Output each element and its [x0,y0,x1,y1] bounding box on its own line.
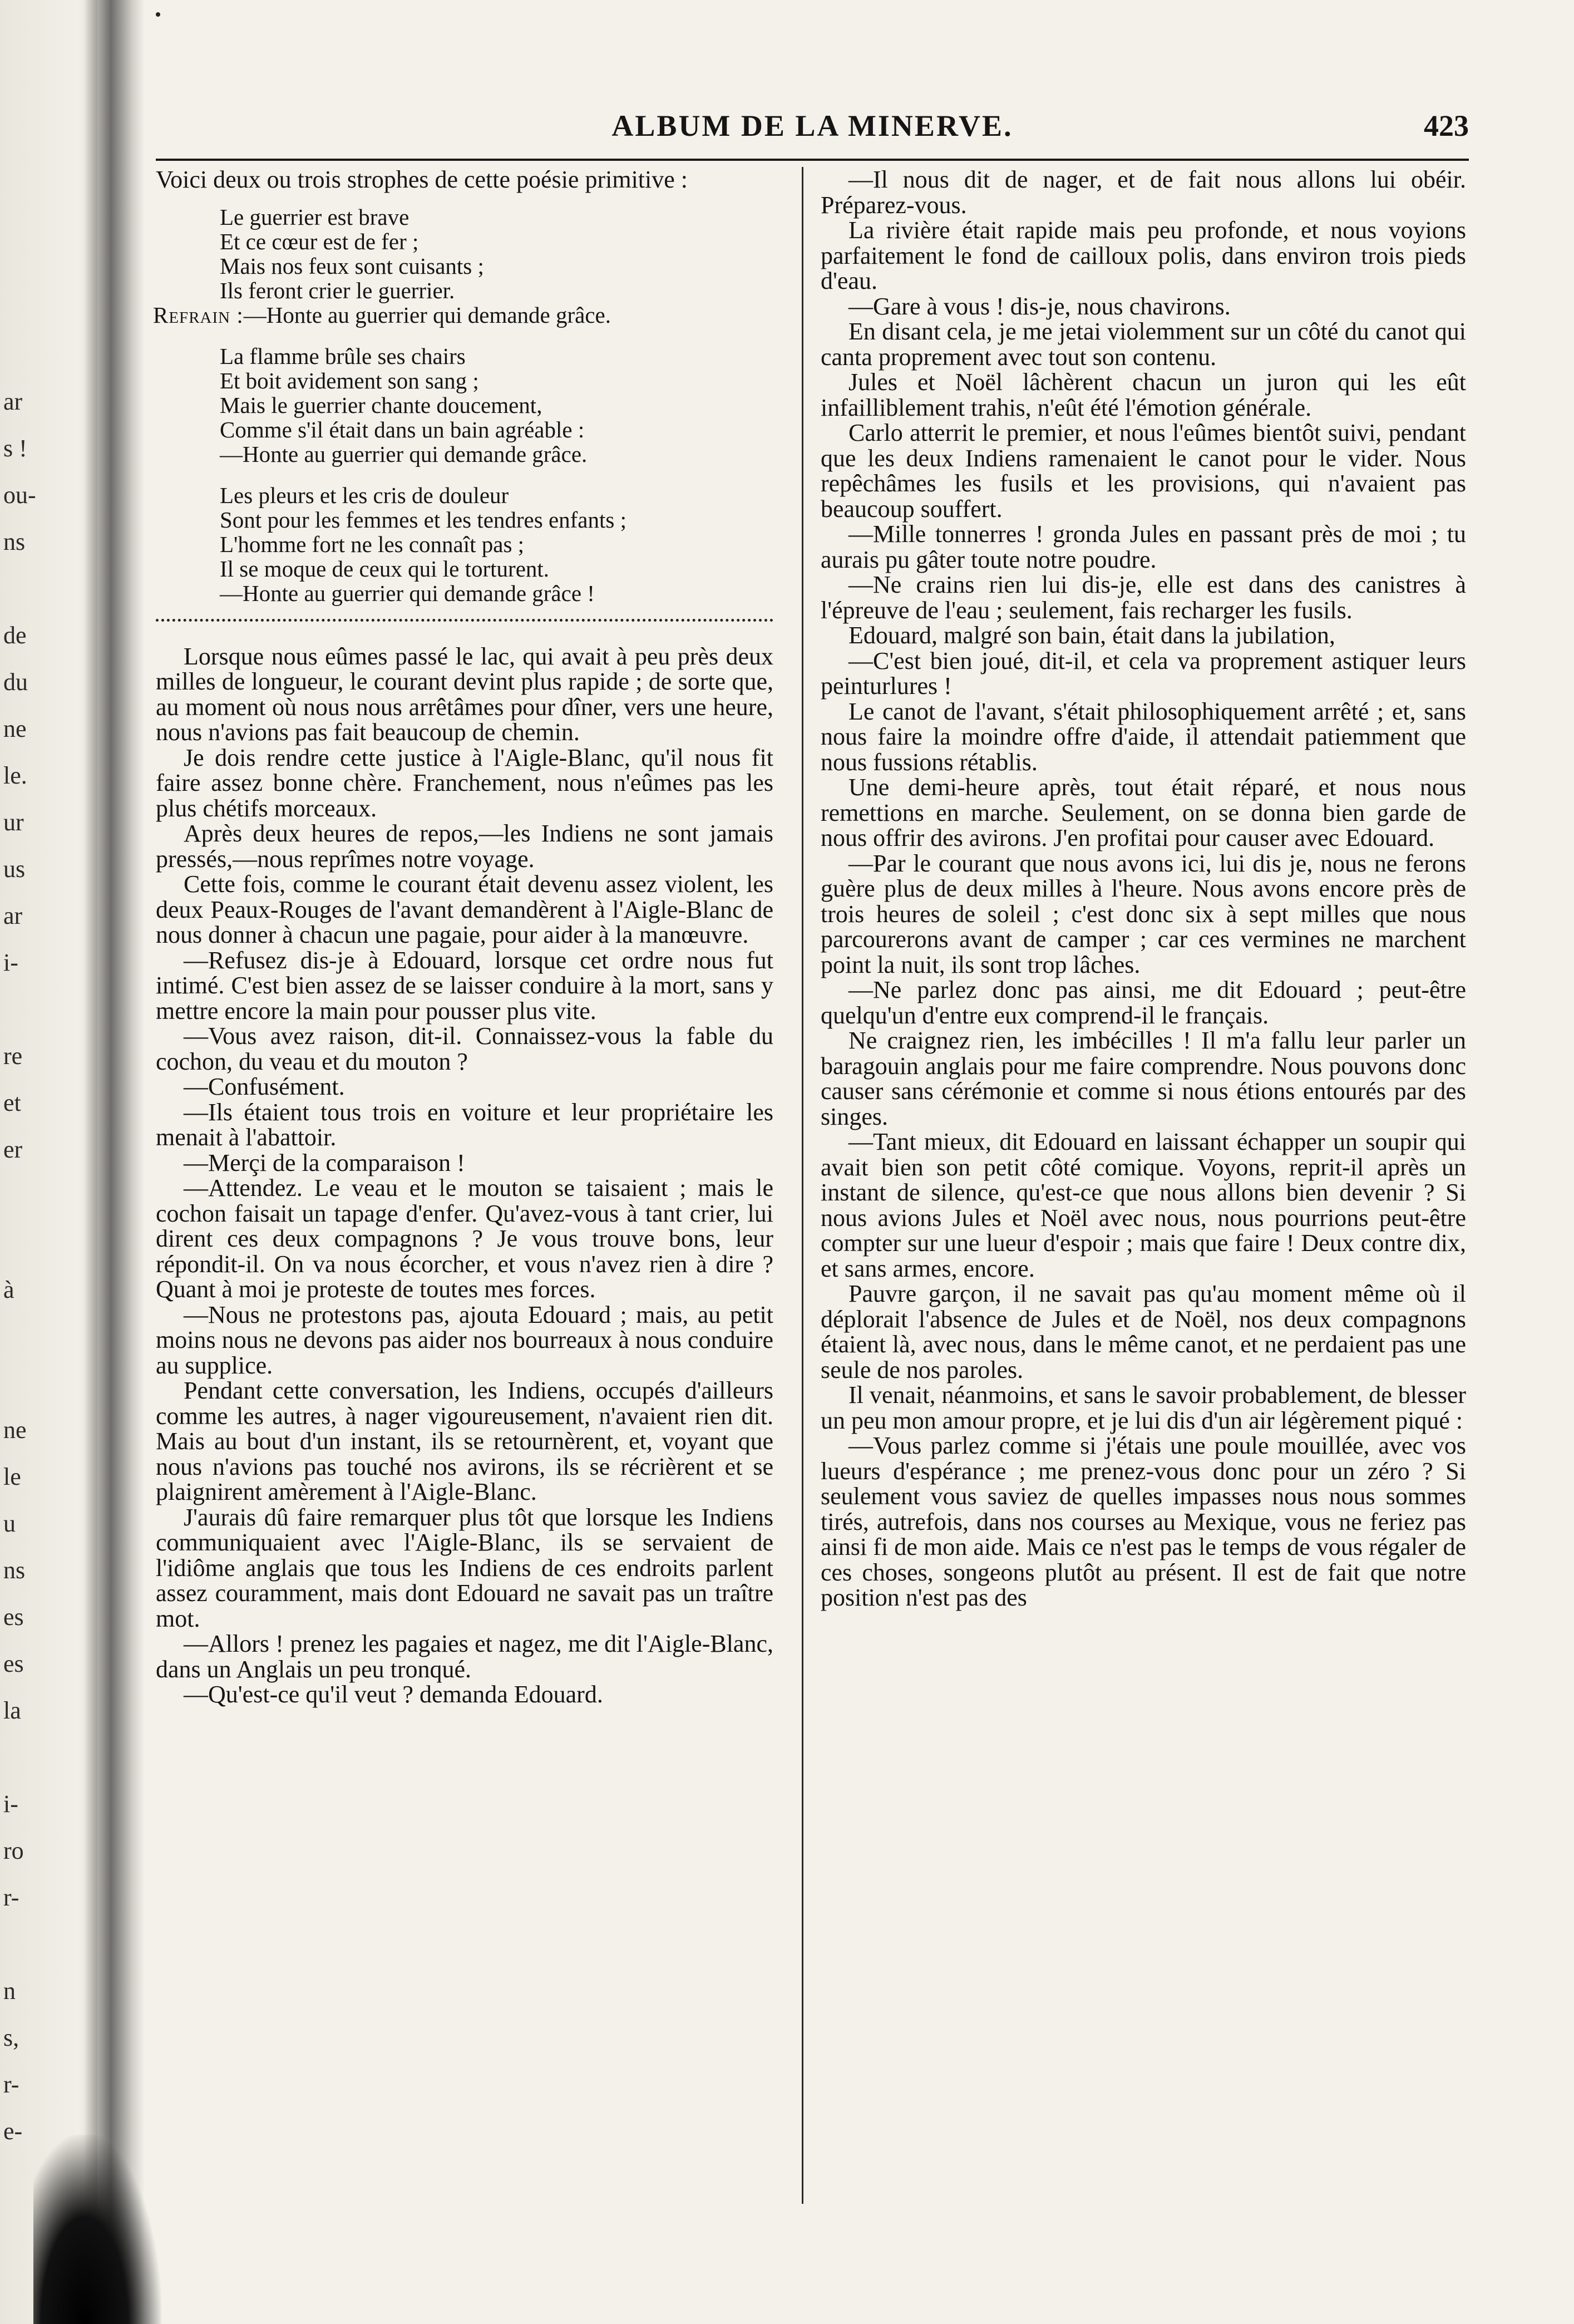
poem-refrain [153,303,773,327]
paragraph: La rivière était rapide mais peu profonde, et nous voyions parfaitement le fond de cailloux polis, dans environ trois pieds d'eau. [821,216,1466,294]
margin-fragment [3,1921,76,1968]
margin-fragment: ns [3,1557,26,1584]
margin-fragment: le [3,1463,21,1490]
margin-fragment: us [3,855,26,883]
poem-line: Et boit avidement son sang ; [220,367,479,393]
margin-fragment: s, [3,2024,19,2051]
margin-fragment: et [3,1089,21,1116]
poem-line: Les pleurs et les cris de douleur [220,482,509,508]
paragraph: —Confusément. [184,1073,345,1100]
adjacent-page-fragments [3,378,76,2155]
margin-fragment: ar [3,902,23,929]
poem-line: —Honte au guerrier qui demande grâce. [220,441,588,467]
paragraph: Cette fois, comme le courant était devenu assez violent, les deux Peaux-Rouges de l'avant demandèrent à l'Aigle-Blanc de nous donner à chacun une pagaie, pour aider à la manœuvre. [156,870,773,948]
margin-fragment [3,1734,76,1781]
poem-stanza-2 [220,344,773,466]
margin-fragment: r- [3,1884,19,1911]
paragraph: —Tant mieux, dit Edouard en laissant échapper un soupir qui avait bien son petit côté comique. Voyons, reprit-il après un instant de silence, qu'est-ce que nous allons bien devenir ? Si nous avions Jules et Noël avec nous, nous pourrions peut-être compter sur une lueur d'espoir ; mais que faire ! Deux contre dix, et sans armes, encore. [821,1128,1466,1282]
margin-fragment [3,986,76,1033]
margin-fragment: ou- [3,481,36,509]
poem-line: Comme s'il était dans un bain agréable : [220,416,585,442]
paragraph: Le canot de l'avant, s'était philosophiquement arrêté ; et, sans nous faire la moindre offre d'aide, il attendait patiemment que nous fussions rétablis. [821,697,1466,776]
poem-line: Ils feront crier le guerrier. [220,277,455,303]
paragraph: Jules et Noël lâchèrent chacun un juron qui les eût infailliblement trahis, n'eût été l'émotion générale. [821,368,1466,421]
margin-fragment: ns [3,528,26,555]
margin-fragment: le. [3,762,27,789]
paragraph: —Ils étaient tous trois en voiture et leur propriétaire les menait à l'abattoir. [156,1098,773,1151]
paragraph: —C'est bien joué, dit-il, et cela va proprement astiquer leurs peinturlures ! [821,647,1466,700]
refrain-text: —Honte au guerrier qui demande grâce. [243,302,611,328]
poem-stanza-1 [153,204,773,328]
margin-fragment: ur [3,809,24,836]
margin-fragment: s ! [3,435,27,462]
right-body-text [821,167,1466,1611]
paragraph: —Vous parlez comme si j'étais une poule mouillée, avec vos lueurs d'espérance ; me prenez-vous donc pour un zéro ? Si seulement vous saviez de quelles impasses nous nous sommes tirés, autrefois, dans nos courses au Mexique, vous ne feriez pas ainsi fi de mon aide. Mais ce n'est pas le temps de vous régaler de ces choses, songeons plutôt au présent. Il est de fait que notre position n'est pas des [821,1432,1466,1611]
margin-fragment: es [3,1650,24,1677]
left-body-text [156,644,773,1707]
margin-fragment: i- [3,1790,18,1818]
margin-fragment: re [3,1042,23,1070]
paragraph: —Vous avez raison, dit-il. Connaissez-vous la fable du cochon, du veau et du mouton ? [156,1022,773,1075]
poem-line: La flamme brûle ses chairs [220,343,466,369]
margin-fragment: ne [3,1416,27,1444]
margin-fragment [3,1173,76,1220]
left-column [153,166,773,1708]
poem-line: L'homme fort ne les connaît pas ; [220,531,525,557]
margin-fragment [3,1360,76,1407]
paragraph: Il venait, néanmoins, et sans le savoir probablement, de blesser un peu mon amour propre, et je lui dis d'un air légèrement piqué : [821,1381,1466,1434]
poem-line: Mais nos feux sont cuisants ; [220,253,484,279]
margin-fragment: er [3,1136,23,1163]
margin-fragment: e- [3,2118,23,2145]
paragraph: —Attendez. Le veau et le mouton se taisaient ; mais le cochon faisait un tapage d'enfer. Qu'avez-vous à tant crier, lui dirent ces deux compagnons ? Je vous trouve bons, leur répondit-il. On va nous écorcher, et vous n'avez rien à dire ? Quant à moi je proteste de toutes mes forces. [156,1174,773,1303]
paragraph: —Nous ne protestons pas, ajouta Edouard ; mais, au petit moins nous ne devons pas aider nos bourreaux à nous conduire au supplice. [156,1301,773,1379]
paragraph: —Mille tonnerres ! gronda Jules en passant près de moi ; tu aurais pu gâter toute notre poudre. [821,520,1466,573]
poem-intro: Voici deux ou trois strophes de cette poésie primitive : [156,166,688,193]
adjacent-page-margin [0,0,97,2324]
paragraph: —Gare à vous ! dis-je, nous chavirons. [848,292,1231,320]
paragraph: J'aurais dû faire remarquer plus tôt que lorsque les Indiens communiquaient avec l'Aigle-Blanc, ils se servaient de l'idiôme anglais que tous les Indiens de ces endroits parlent assez couramment, mais dont Edouard ne savait pas un traître mot. [156,1503,773,1632]
paragraph: —Allors ! prenez les pagaies et nagez, me dit l'Aigle-Blanc, dans un Anglais un peu tronqué. [156,1630,773,1683]
page-header [156,109,1469,153]
poem-stanza-3 [220,483,773,605]
margin-fragment [3,1220,76,1267]
column-divider [802,167,803,2204]
paragraph: —Ne crains rien lui dis-je, elle est dans des canistres à l'épreuve de l'eau ; seulement, fais recharger les fusils. [821,571,1466,624]
margin-fragment: à [3,1276,14,1303]
margin-fragment: n [3,1977,16,2005]
paragraph: Lorsque nous eûmes passé le lac, qui avait à peu près deux milles de longueur, le courant devint plus rapide ; de sorte que, au moment où nous nous arrêtâmes pour dîner, vers une heure, nous n'avions pas fait beaucoup de chemin. [156,642,773,746]
paragraph: —Refusez dis-je à Edouard, lorsque cet ordre nous fut intimé. C'est bien assez de se laisser conduire à la mort, sans y mettre encore la main pour pousser plus vite. [156,946,773,1025]
margin-fragment: ne [3,715,27,742]
margin-fragment: u [3,1510,16,1537]
margin-fragment: de [3,622,27,649]
print-speck [156,12,160,17]
paragraph: —Merçi de la comparaison ! [184,1149,465,1176]
poem-line: Sont pour les femmes et les tendres enfants ; [220,506,626,533]
margin-fragment: la [3,1697,21,1724]
dotted-separator [156,618,773,622]
paragraph: Edouard, malgré son bain, était dans la jubilation, [848,622,1335,649]
binding-shadow [33,2135,161,2324]
margin-fragment [3,1313,76,1360]
paragraph: Carlo atterrit le premier, et nous l'eûmes bientôt suivi, pendant que les deux Indiens ramenaient le canot pour le vider. Nous repêchâmes les fusils et les provisions, qui n'avaient pas beaucoup souffert. [821,419,1466,523]
margin-fragment: r- [3,2071,19,2098]
margin-fragment: ro [3,1837,24,1864]
paragraph: Après deux heures de repos,—les Indiens ne sont jamais pressés,—nous reprîmes notre voyage. [156,820,773,873]
paragraph: En disant cela, je me jetai violemment sur un côté du canot qui canta proprement avec tout son contenu. [821,318,1466,371]
poem-line: Mais le guerrier chante doucement, [220,392,542,418]
book-gutter-shadow [83,0,145,2324]
margin-fragment: ar [3,388,23,415]
paragraph: Pendant cette conversation, les Indiens, occupés d'ailleurs comme les autres, à nager vigoureusement, n'avaient rien dit. Mais au bout d'un instant, ils se retournèrent, et, voyant que nous n'avions pas touché nos avirons, ils se récrièrent et se plaignirent amèrement à l'Aigle-Blanc. [156,1377,773,1505]
poem-line: —Honte au guerrier qui demande grâce ! [220,580,595,606]
refrain-label: Refrain : [153,302,244,328]
paragraph: Pauvre garçon, il ne savait pas qu'au moment même où il déplorait l'absence de Jules et de Noël, nos deux compagnons étaient là, avec nous, dans le même canot, et ne perdaient pas une seule de nos paroles. [821,1280,1466,1383]
margin-fragment [3,565,76,612]
paragraph: Ne craignez rien, les imbécilles ! Il m'a fallu leur parler un baragouin anglais pour me faire comprendre. Nous pouvons donc causer sans cérémonie et comme si nous étions entourés par des singes. [821,1027,1466,1130]
page-number: 423 [1424,109,1469,142]
margin-fragment: es [3,1603,24,1631]
poem-line: Et ce cœur est de fer ; [220,228,419,254]
margin-fragment: i- [3,949,18,976]
paragraph: —Qu'est-ce qu'il veut ? demanda Edouard. [184,1681,603,1708]
margin-fragment: du [3,668,28,696]
paragraph: —Par le courant que nous avons ici, lui dis je, nous ne ferons guère plus de deux milles à l'heure. Nous avons encore près de trois heures de soleil ; c'est donc six à sept milles que nous parcourerons avant de camper ; car ces vermines ne marchent point la nuit, ils sont trop lâches. [821,849,1466,978]
running-title: ALBUM DE LA MINERVE. [611,109,1013,142]
paragraph: Une demi-heure après, tout était réparé, et nous nous remettions en marche. Seulement, on se donna bien garde de nous offrir des avirons. J'en profitai pour causer avec Edouard. [821,774,1466,851]
paragraph: —Ne parlez donc pas ainsi, me dit Edouard ; peut-être quelqu'un d'entre eux comprend-il le français. [821,976,1466,1029]
poem-line: Le guerrier est brave [220,204,409,230]
poem-line: Il se moque de ceux qui le torturent. [220,555,550,582]
header-rule [156,159,1469,161]
paragraph: —Il nous dit de nager, et de fait nous allons lui obéir. Préparez-vous. [821,166,1466,219]
right-column [821,167,1466,1611]
paragraph: Je dois rendre cette justice à l'Aigle-Blanc, qu'il nous fit faire assez bonne chère. Franchement, nous n'eûmes pas les plus chétifs morceaux. [156,744,773,822]
poem [153,204,773,606]
